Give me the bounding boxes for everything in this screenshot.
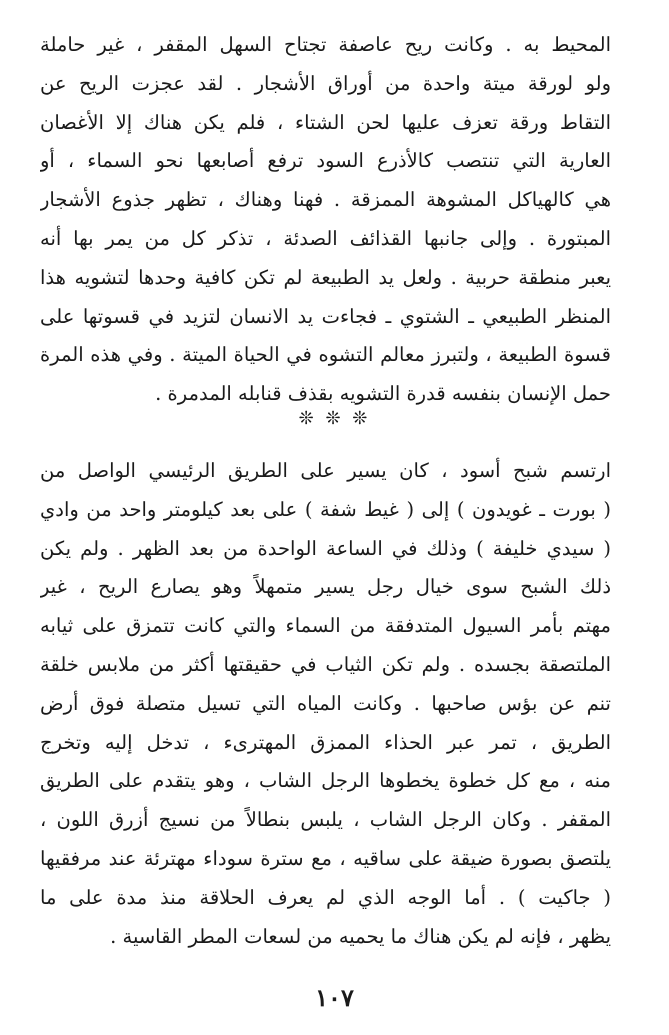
paragraph-line: المبتورة . وإلى جانبها القذائف الصدئة ، تذكر كل من يمر بها أنه xyxy=(40,226,611,250)
paragraph-line: ارتسم شبح أسود ، كان يسير على الطريق الرئيسي الواصل من xyxy=(40,459,611,482)
paragraph-line: حمل الإنسان بنفسه قدرة التشويه بقذف قنابله المدمرة . xyxy=(155,382,611,406)
paragraph-line: المحيط به . وكانت ريح عاصفة تجتاح السهل المقفر ، غير حاملة xyxy=(40,33,611,56)
page-number: ١٠٧ xyxy=(315,983,354,1012)
paragraph-line: ( جاكيت ) . أما الوجه الذي لم يعرف الحلاقة منذ مدة على ما xyxy=(40,885,611,909)
paragraph-line: مهتم بأمر السيول المتدفقة من السماء والتي كانت تتمزق على ثيابه xyxy=(40,614,611,638)
paragraph-line: ( بورت ـ غويدون ) إلى ( غيط شفة ) على بعد كيلومتر واحد من وادي xyxy=(40,497,611,521)
paragraph-line: يلتصق بصورة ضيقة على ساقيه ، مع سترة سوداء مهترئة عند مرفقيها xyxy=(40,846,611,870)
paragraph-line: قسوة الطبيعة ، ولتبرز معالم التشوه في الحياة الميتة . وفي هذه المرة xyxy=(40,343,611,367)
paragraph-line: الملتصقة بجسده . ولم تكن الثياب في حقيقتها أكثر من ملابس خلقة xyxy=(40,652,611,676)
paragraph-line: منه ، مع كل خطوة يخطوها الرجل الشاب ، وهو يتقدم على الطريق xyxy=(40,769,611,793)
paragraph-line: هي كالهياكل المشوهة الممزقة . فهنا وهناك ، تظهر جذوع الأشجار xyxy=(40,188,611,212)
paragraph-line: يظهر ، فإنه لم يكن هناك ما يحميه من لسعات المطر القاسية . xyxy=(110,924,611,948)
paragraph-line: العارية التي تنتصب كالأذرع السود ترفع أصابعها نحو السماء ، أو xyxy=(40,149,611,173)
paragraph-line: التقاط ورقة تعزف عليها لحن الشتاء ، فلم يكن هناك إلا الأغصان xyxy=(40,110,611,134)
paragraph-1 xyxy=(40,26,611,414)
section-separator: ❊ ❊ ❊ xyxy=(298,408,371,429)
paragraph-line: ولو لورقة ميتة واحدة من أوراق الأشجار . لقد عجزت الريح عن xyxy=(40,71,611,95)
paragraph-line: يعبر منطقة حربية . ولعل يد الطبيعة لم تكن كافية وحدها لتشويه هذا xyxy=(40,265,611,289)
paragraph-line: تنم عن بؤس صاحبها . وكانت المياه التي تسيل متصلة فوق أرض xyxy=(40,691,611,715)
paragraph-line: ذلك الشبح سوى خيال رجل يسير متمهلاً وهو يصارع الريح ، غير xyxy=(40,575,611,599)
paragraph-line: ( سيدي خليفة ) وذلك في الساعة الواحدة من بعد الظهر . ولم يكن xyxy=(40,536,611,560)
paragraph-2 xyxy=(40,452,611,956)
paragraph-line: المنظر الطبيعي ـ الشتوي ـ فجاءت يد الانسان لتزيد في قسوتها على xyxy=(40,304,611,328)
paragraph-line: المقفر . وكان الرجل الشاب ، يلبس بنطالاً من نسيج أزرق اللون ، xyxy=(40,808,611,832)
paragraph-line: الطريق ، تمر عبر الحذاء الممزق المهترىء ، تدخل إليه وتخرج xyxy=(40,730,611,754)
